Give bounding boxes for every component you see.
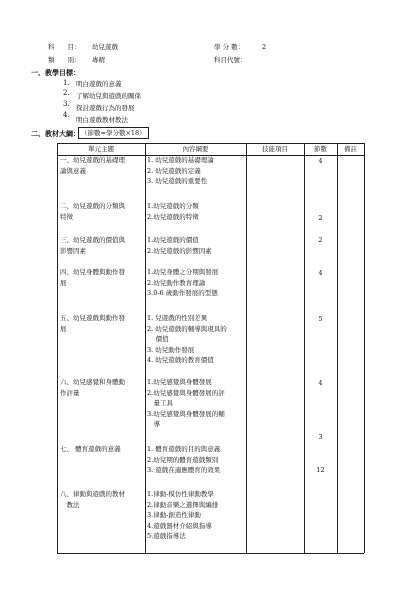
content-line: 量工具 — [147, 399, 173, 408]
content-line: 1.幼兒感覺與身體發展 — [147, 378, 212, 386]
table-col-border — [145, 143, 146, 553]
category-value: 專精 — [92, 56, 105, 64]
objective-text: 探討遊戲行為的發展 — [76, 104, 135, 112]
hours-value: 4 — [318, 269, 323, 277]
table-top-border — [57, 143, 364, 144]
credits-value: 2 — [262, 43, 267, 51]
content-line: 1.幼兒身體之分期與發展 — [147, 268, 219, 276]
hours-value: 12 — [316, 466, 325, 474]
content-line: 1.幼兒遊戲的價值 — [147, 236, 199, 244]
content-outline — [147, 267, 218, 299]
table-col-border — [337, 143, 338, 553]
header-unit-topic: 單元主題 — [88, 145, 114, 153]
subject-label: 科 目： — [48, 43, 81, 51]
content-line: 2. 幼兒遊戲的輔導與現具的 — [147, 324, 227, 333]
credits-label: 學 分 數： — [214, 43, 245, 51]
content-outline — [147, 313, 227, 366]
unit-topic: 一、幼兒遊戲的基礎理 — [60, 156, 125, 164]
content-line: 1. 兒遊戲的性別差異 — [147, 314, 208, 322]
hours-value: 2 — [318, 214, 323, 222]
content-line: 2. 幼兒遊戲的定義 — [147, 166, 201, 175]
outline-note-box — [78, 127, 149, 139]
content-line: 3.律動-創造性律動 — [147, 511, 201, 520]
unit-topic: 展 — [60, 324, 67, 333]
objective-number: 4. — [63, 111, 70, 119]
content-line: 3.0-6 歲動作發展的型態 — [147, 289, 218, 298]
content-line: 1.幼兒遊戲的分類 — [147, 202, 199, 210]
unit-topic: 六、幼兒感覺和身體動 — [60, 378, 125, 386]
table-row — [60, 313, 125, 334]
table-row — [60, 267, 125, 288]
content-line: 3. 遊戲在適應體育的效果 — [147, 466, 221, 475]
content-line: 1. 體育遊戲的目的與意義 — [147, 445, 221, 453]
content-outline — [147, 155, 214, 187]
hours-value: 2 — [318, 236, 323, 244]
table-col-border — [246, 143, 247, 553]
content-line: 2.律動音樂之選擇與編排 — [147, 500, 219, 509]
content-outline — [147, 377, 225, 430]
content-line: 2.幼兒動作教育理論 — [147, 278, 206, 287]
unit-topic: 影響因素 — [60, 246, 86, 255]
table-row — [60, 444, 121, 455]
unit-topic: 八、律動與遊戲的教材 — [60, 490, 125, 498]
content-line: 價值 — [147, 335, 169, 344]
objectives-heading: 一、教學目標： — [31, 68, 80, 77]
hours-value: 4 — [318, 379, 323, 387]
content-line: 2.幼兒遊戲的特徵 — [147, 212, 199, 221]
table-bottom-border — [57, 553, 364, 554]
header-content-outline: 內容綱要 — [182, 145, 209, 153]
content-outline — [147, 235, 212, 256]
content-line: 3. 幼兒遊戲的重要性 — [147, 177, 208, 186]
table-col-border — [304, 143, 305, 553]
unit-topic: 三、幼兒遊戲的價值與 — [60, 236, 125, 244]
course-code-label: 科目代號： — [214, 56, 247, 64]
table-row — [60, 489, 125, 510]
hours-value: 3 — [318, 433, 323, 441]
hours-value: 5 — [318, 315, 323, 323]
table-col-border — [57, 143, 58, 553]
unit-topic: 教法 — [60, 500, 80, 509]
content-line: 2.幼兒期的體育遊戲類別 — [147, 455, 219, 464]
outline-heading: 二、教材大綱： — [31, 129, 80, 138]
content-line: 2.幼兒感覺與身體發展的評 — [147, 388, 225, 397]
unit-topic: 二、幼兒遊戲的分類與 — [60, 202, 125, 210]
content-line: 2.幼兒遊戲的影響因素 — [147, 246, 212, 255]
hours-value: 4 — [318, 157, 323, 165]
content-outline — [147, 201, 199, 222]
content-line: 3. 幼兒動作發展 — [147, 345, 195, 354]
table-row — [60, 155, 125, 176]
objective-text: 明白遊戲的意義 — [76, 80, 122, 88]
header-remarks: 備註 — [344, 145, 357, 153]
content-line: 1.律動-模仿性律動教學 — [147, 490, 214, 498]
content-outline — [147, 489, 218, 542]
objective-number: 3. — [63, 100, 70, 108]
unit-topic: 五、幼兒遊戲與動作發 — [60, 314, 125, 322]
unit-topic: 展 — [60, 278, 67, 287]
table-row — [60, 235, 125, 256]
table-row — [60, 377, 125, 398]
outline-note: （節數=學分數×18） — [81, 129, 146, 137]
content-outline — [147, 444, 220, 476]
unit-topic: 作評量 — [60, 388, 80, 397]
unit-topic: 論與意義 — [60, 166, 86, 175]
header-skill-items: 技能項目 — [262, 145, 288, 153]
content-line: 5.遊戲指導法 — [147, 532, 186, 541]
table-row — [60, 201, 125, 222]
content-line: 導 — [147, 420, 160, 429]
content-line: 1. 幼兒遊戲的基礎理論 — [147, 156, 214, 164]
objective-number: 2. — [63, 89, 70, 97]
objective-text: 明白遊戲教材教法 — [76, 116, 128, 124]
table-col-border — [364, 143, 365, 553]
unit-topic: 四、幼兒身體與動作發 — [60, 268, 125, 276]
content-line: 3.幼兒感覺與身體發展的輔 — [147, 409, 225, 418]
content-line: 4. 幼兒遊戲的教育價值 — [147, 356, 214, 365]
category-label: 類 別： — [48, 56, 81, 64]
unit-topic: 七、 體育遊戲的意義 — [60, 445, 121, 453]
header-hours: 節數 — [314, 145, 327, 153]
subject-value: 幼兒遊戲 — [92, 43, 118, 51]
content-line: 4.遊戲器材介紹與指導 — [147, 521, 212, 530]
objective-text: 了解幼兒與遊戲的關係 — [76, 92, 141, 100]
objective-number: 1. — [63, 79, 70, 87]
unit-topic: 特徵 — [60, 212, 73, 221]
